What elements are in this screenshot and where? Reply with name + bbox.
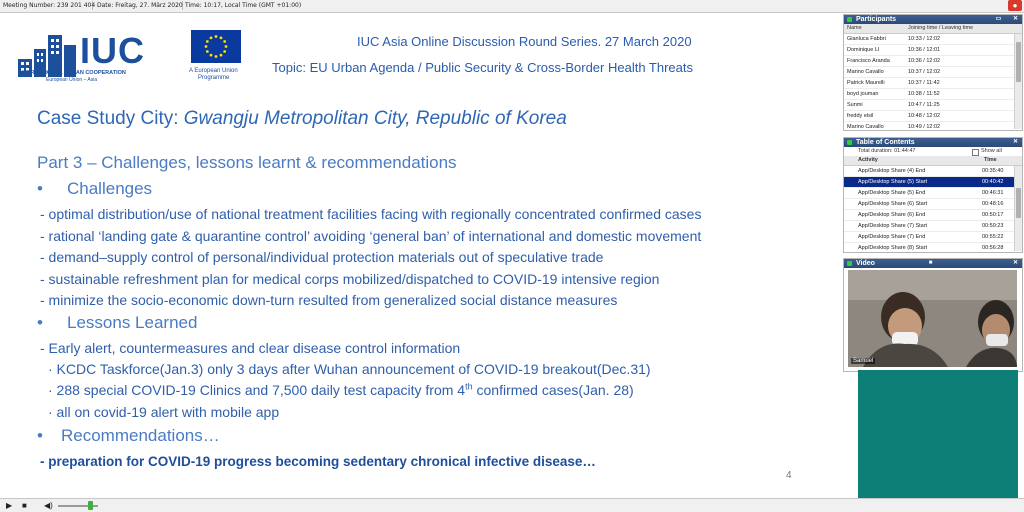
series-topic: Topic: EU Urban Agenda / Public Security & Cross-Border Health Threats	[272, 60, 694, 75]
meeting-date: Date: Freitag, 27. März 2020	[94, 1, 183, 10]
background-area	[858, 370, 1018, 498]
participant-row[interactable]	[844, 89, 1022, 100]
participant-row[interactable]	[844, 67, 1022, 78]
part-title: Part 3 – Challenges, lessons learnt & recommendations	[37, 153, 457, 172]
column-name[interactable]: Name	[847, 25, 862, 31]
toc-time: 00:48:16	[982, 201, 1004, 207]
eu-programme-label: A European Union	[189, 68, 238, 74]
participant-time: 10:36 / 12:01	[908, 47, 941, 53]
toc-row[interactable]	[844, 199, 1022, 210]
toc-row[interactable]	[844, 210, 1022, 221]
meeting-time: Time: 10:17, Local Time (GMT +01:00)	[185, 2, 302, 9]
record-icon[interactable]: ●	[1008, 0, 1022, 11]
toc-toolbar	[844, 147, 1022, 156]
participant-time: 10:38 / 11:52	[908, 91, 940, 97]
volume-slider-thumb[interactable]	[88, 501, 93, 510]
restore-icon[interactable]: ▭	[995, 16, 1002, 22]
eu-star	[205, 45, 208, 48]
participant-name: Marino Cavallo	[847, 124, 884, 129]
toc-time: 00:50:17	[982, 212, 1004, 218]
toc-activity: App/Desktop Share (4) End	[858, 168, 926, 174]
stop-icon[interactable]: ■	[22, 501, 27, 510]
bullet: •	[37, 426, 43, 445]
scrollbar-thumb[interactable]	[1016, 42, 1021, 82]
eu-star	[206, 40, 209, 43]
lesson-item: · KCDC Taskforce(Jan.3) only 3 days after Wuhan announcement of COVID-19 breakout(Dec.31)	[48, 361, 651, 377]
close-icon[interactable]: ✕	[1012, 139, 1019, 145]
participants-title: Participants	[856, 16, 897, 23]
video-title: Video	[856, 260, 875, 267]
participant-row[interactable]	[844, 100, 1022, 111]
toc-activity: App/Desktop Share (5) End	[858, 190, 926, 196]
close-icon[interactable]: ✕	[1012, 16, 1019, 22]
scrollbar-thumb[interactable]	[1016, 188, 1021, 218]
participant-name: Marino Cavallo	[847, 69, 884, 75]
slide-page-number: 4	[786, 470, 792, 481]
lesson-text: · 288 special COVID-19 Clinics and 7,500 daily test capacity from 4	[48, 382, 466, 398]
participant-time: 10:37 / 12:02	[908, 69, 941, 75]
challenge-item: - sustainable refreshment plan for medical corps mobilized/dispatched to COVID-19 intensive region	[40, 271, 660, 287]
panel-status-icon	[847, 140, 852, 145]
eu-star	[223, 50, 226, 53]
participant-name: Gianluca Fabbri	[847, 36, 886, 42]
toc-time: 00:56:28	[982, 245, 1004, 251]
participant-name: freddy elsil	[847, 113, 874, 119]
challenges-heading	[37, 179, 152, 199]
meeting-number: Meeting Number: 239 201 404	[0, 1, 93, 10]
eu-star	[225, 45, 228, 48]
toc-time: 00:46:31	[982, 190, 1004, 196]
iuc-logo-text: IUC	[80, 30, 145, 71]
toc-activity: App/Desktop Share (6) End	[858, 212, 926, 218]
toc-activity: App/Desktop Share (6) Start	[858, 201, 928, 207]
lessons-heading	[37, 313, 197, 333]
toc-activity: App/Desktop Share (7) End	[858, 234, 926, 240]
eu-star	[210, 54, 213, 57]
toc-column-header	[844, 156, 1022, 166]
case-title-city: Gwangju Metropolitan City, Republic of Korea	[183, 108, 567, 129]
case-title-prefix: Case Study City:	[37, 108, 184, 129]
toc-row[interactable]	[844, 188, 1022, 199]
toc-activity: App/Desktop Share (8) Start	[858, 245, 928, 251]
challenge-item: - minimize the socio-economic down-turn resulted from generalized social distance measures	[40, 292, 618, 308]
toc-row[interactable]	[844, 221, 1022, 232]
participant-row[interactable]	[844, 122, 1022, 129]
eu-star	[206, 50, 209, 53]
total-duration: Total duration: 01:44:47	[858, 148, 916, 154]
eu-flag-icon	[191, 30, 241, 63]
challenge-item: - demand–supply control of personal/individual protection materials out of speculative trade	[40, 249, 604, 265]
lessons-heading-label: Lessons Learned	[67, 313, 198, 332]
participant-time: 10:49 / 12:02	[908, 124, 941, 129]
toc-activity: App/Desktop Share (7) Start	[858, 223, 928, 229]
recommendation-item: - preparation for COVID-19 progress becoming sedentary chronical infective disease…	[40, 454, 596, 469]
toc-row[interactable]	[844, 177, 1022, 188]
toc-list	[844, 166, 1022, 251]
participants-column-header	[844, 24, 1022, 34]
challenge-item: - optimal distribution/use of national treatment facilities facing with regionally concentrated confirmed cases	[40, 206, 702, 222]
lesson-text-end: confirmed cases(Jan. 28)	[472, 382, 634, 398]
meeting-info-bar	[0, 0, 1024, 13]
video-feed[interactable]	[848, 270, 1017, 367]
toc-activity: App/Desktop Share (5) Start	[858, 179, 928, 185]
bullet: •	[37, 313, 43, 332]
eu-star	[223, 40, 226, 43]
eu-star	[215, 35, 218, 38]
toc-row[interactable]	[844, 243, 1022, 251]
video-header[interactable]	[844, 259, 1022, 268]
toc-time: 00:50:23	[982, 223, 1004, 229]
participants-header[interactable]	[844, 15, 1022, 24]
challenges-heading-label: Challenges	[67, 179, 153, 198]
lesson-superscript: th	[465, 381, 473, 392]
toc-time: 00:35:40	[982, 168, 1004, 174]
participant-row[interactable]	[844, 56, 1022, 67]
case-study-title	[37, 108, 567, 130]
challenge-item: - rational ‘landing gate & quarantine control’ avoiding ‘general ban’ of international and domestic movement	[40, 228, 702, 244]
eu-star	[220, 54, 223, 57]
panel-status-icon	[847, 261, 852, 266]
toc-header[interactable]	[844, 138, 1022, 147]
eu-star	[215, 55, 218, 58]
camera-icon[interactable]: ■	[928, 260, 933, 266]
toc-title: Table of Contents	[856, 139, 915, 146]
video-frame-image	[848, 270, 1017, 367]
toc-panel	[843, 137, 1023, 253]
toc-time: 00:40:42	[982, 179, 1004, 185]
toc-row[interactable]	[844, 232, 1022, 243]
series-title: IUC Asia Online Discussion Round Series. 27 March 2020	[357, 34, 692, 49]
lessons-intro: - Early alert, countermeasures and clear disease control information	[40, 340, 461, 356]
participant-row[interactable]	[844, 45, 1022, 56]
participant-time: 10:47 / 11:25	[908, 102, 940, 108]
iuc-logo-subtitle: INTERNATIONAL URBAN COOPERATION	[18, 70, 126, 76]
player-controls	[0, 498, 1024, 512]
bullet: •	[37, 179, 43, 198]
lesson-item	[48, 382, 634, 398]
toc-scrollbar[interactable]	[1014, 166, 1022, 251]
toc-row[interactable]	[844, 166, 1022, 177]
participants-panel	[843, 14, 1023, 131]
participant-name: Sunmi	[847, 102, 863, 108]
participant-time: 10:37 / 11:42	[908, 80, 940, 86]
column-activity[interactable]: Activity	[858, 157, 878, 163]
recommendations-heading-label: Recommendations…	[61, 426, 220, 445]
participant-row[interactable]	[844, 111, 1022, 122]
speaker-name: Samuel	[853, 358, 874, 364]
recommendations-heading	[37, 426, 220, 446]
participant-name: Patrick Maurelli	[847, 80, 885, 86]
presentation-slide	[0, 13, 858, 498]
panel-status-icon	[847, 17, 852, 22]
toc-time: 00:55:22	[982, 234, 1004, 240]
column-time[interactable]: Time	[984, 157, 997, 163]
lesson-item: · all on covid-19 alert with mobile app	[48, 404, 280, 420]
participant-row[interactable]	[844, 34, 1022, 45]
participant-time: 10:33 / 12:02	[908, 36, 941, 42]
close-icon[interactable]: ✕	[1012, 260, 1019, 266]
eu-programme-label-2: Programme	[198, 75, 230, 81]
participant-name: Dominique LI	[847, 47, 880, 53]
participant-name: Francisco Aranda	[847, 58, 890, 64]
eu-star	[210, 36, 213, 39]
participant-time: 10:36 / 12:02	[908, 58, 941, 64]
participant-time: 10:48 / 12:02	[908, 113, 941, 119]
show-all-checkbox[interactable]	[972, 149, 979, 156]
column-joining-time[interactable]: Joining time / Leaving time	[908, 25, 974, 31]
participant-row[interactable]	[844, 78, 1022, 89]
participants-list	[844, 34, 1022, 129]
show-all-label: Show all	[981, 148, 1002, 154]
eu-star	[220, 36, 223, 39]
participant-name: boyd jouman	[847, 91, 879, 97]
speaker-icon[interactable]: ◀)	[44, 501, 53, 510]
iuc-logo-region: European Union – Asia	[46, 77, 98, 83]
play-icon[interactable]: ▶	[6, 501, 13, 510]
participants-scrollbar[interactable]	[1014, 34, 1022, 129]
